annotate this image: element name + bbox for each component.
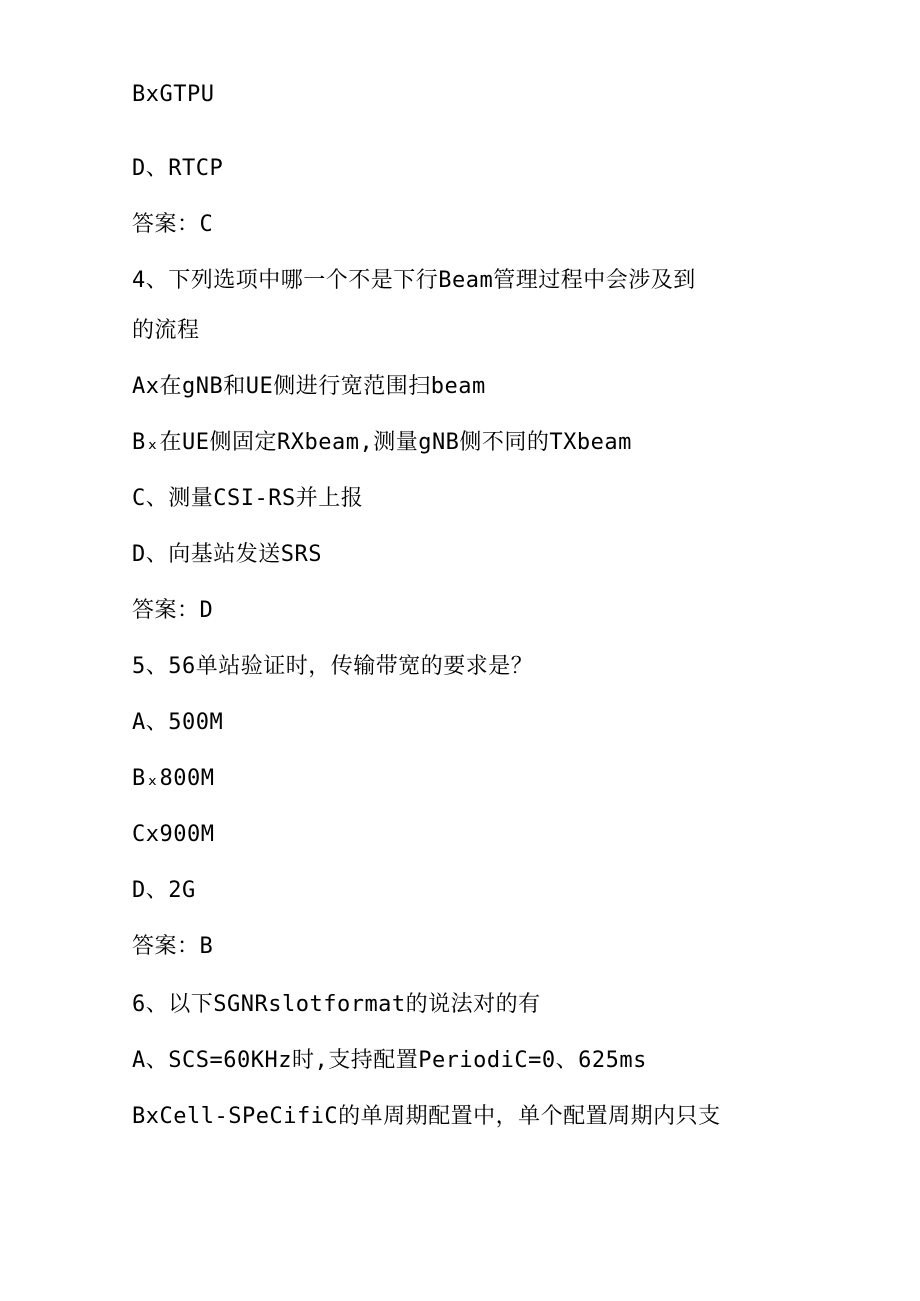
option-a-q5: A、500M	[132, 710, 224, 735]
option-a-q6: A、SCS=60KHz时,支持配置PeriodiC=0、625ms	[132, 1048, 647, 1073]
question-4-line-1: 4、下列选项中哪一个不是下行Beam管理过程中会涉及到	[132, 268, 696, 293]
option-b-q6: BxCell-SPeCifiC的单周期配置中，单个配置周期内只支	[132, 1104, 721, 1129]
option-b-q4: Bₓ在UE侧固定RXbeam,测量gNB侧不同的TXbeam	[132, 430, 632, 455]
option-b-q3: BxGTPU	[132, 82, 215, 107]
answer-q5: 答案：B	[132, 934, 214, 959]
question-5: 5、56单站验证时，传输带宽的要求是？	[132, 654, 534, 679]
option-c-q5: Cx900M	[132, 822, 215, 847]
question-4-line-2: 的流程	[132, 318, 200, 343]
option-d-q5: D、2G	[132, 878, 196, 903]
option-d-q4: D、向基站发送SRS	[132, 542, 322, 567]
answer-q3: 答案：C	[132, 212, 214, 237]
option-b-q5: Bₓ800M	[132, 766, 215, 791]
option-c-q4: C、测量CSI-RS并上报	[132, 486, 364, 511]
answer-q4: 答案：D	[132, 598, 214, 623]
option-d-q3: D、RTCP	[132, 156, 224, 181]
option-a-q4: Ax在gNB和UE侧进行宽范围扫beam	[132, 374, 486, 399]
question-6: 6、以下SGNRslotformat的说法对的有	[132, 992, 541, 1017]
